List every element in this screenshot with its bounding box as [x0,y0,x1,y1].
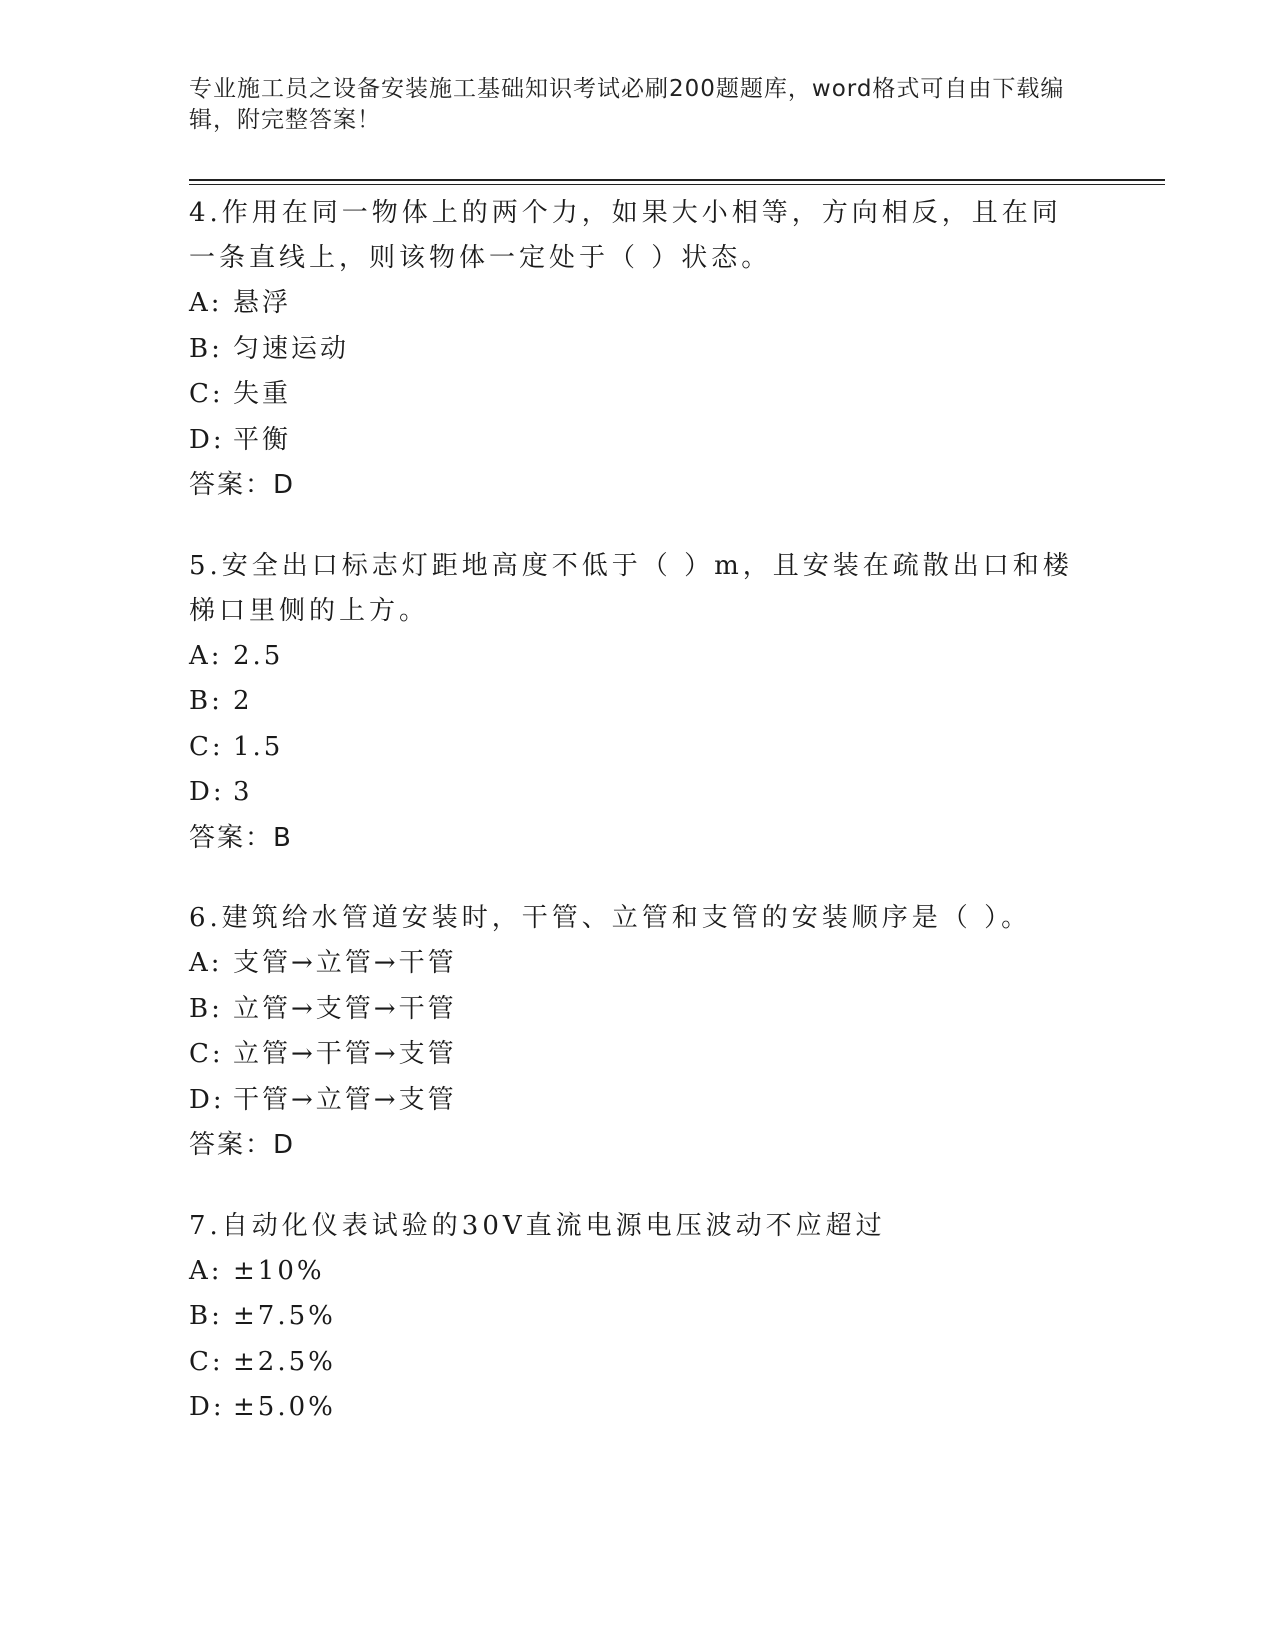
option-c [189,372,1089,418]
option-a [189,941,1089,987]
option-b [189,327,1089,373]
option-text: ±5.0% [233,1392,336,1422]
option-b [189,987,1089,1033]
option-d [189,1385,1089,1431]
header-divider-thin [189,184,1165,185]
option-a [189,634,1089,680]
option-text: 立管→支管→干管 [233,993,457,1024]
question-stem: 7.自动化仪表试验的30V直流电源电压波动不应超过 [189,1210,886,1241]
option-letter: D: [189,424,225,455]
option-text: 匀速运动 [233,333,350,364]
option-letter: A: [189,640,223,671]
option-c [189,725,1089,771]
answer-label: 答案：D [189,470,296,500]
option-letter: A: [189,288,223,318]
question-list [189,191,1089,1466]
option-b [189,1294,1089,1340]
option-letter: C: [189,731,224,762]
option-d [189,1078,1089,1124]
option-letter: D: [189,1084,225,1115]
question-stem: 6.建筑给水管道安装时，干管、立管和支管的安装顺序是（ ）。 [189,903,1032,933]
question-4 [189,191,1089,509]
option-letter: B: [189,1301,223,1331]
option-letter: C: [189,1346,224,1377]
option-text: 支管→立管→干管 [233,948,457,978]
option-letter: B: [189,333,223,364]
option-text: ±2.5% [233,1346,336,1377]
option-text: 平衡 [233,424,292,455]
question-6 [189,896,1089,1169]
option-c [189,1032,1089,1078]
document-header: 专业施工员之设备安装施工基础知识考试必刷200题题库，word格式可自由下载编辑，附完整答案！ [189,76,1065,133]
option-letter: B: [189,993,223,1024]
option-text: 干管→立管→支管 [233,1084,457,1115]
header-divider-thick [189,179,1165,181]
option-text: 立管→干管→支管 [233,1039,457,1069]
option-letter: C: [189,1039,224,1069]
option-text: 1.5 [233,731,284,762]
option-letter: A: [189,1255,223,1286]
option-text: ±7.5% [233,1301,336,1331]
option-text: ±10% [233,1255,325,1286]
option-letter: A: [189,948,223,978]
option-letter: C: [189,379,224,409]
option-text: 悬浮 [233,288,292,318]
option-text: 2.5 [233,640,284,671]
option-letter: D: [189,1392,225,1422]
option-text: 失重 [233,379,292,409]
question-stem: 4.作用在同一物体上的两个力，如果大小相等，方向相反，且在同一条直线上，则该物体一定处于（ ）状态。 [189,198,1062,273]
option-text: 3 [233,777,253,807]
option-text: 2 [233,686,253,716]
option-c [189,1340,1089,1386]
answer-label: 答案：D [189,1130,296,1160]
question-7 [189,1204,1089,1431]
option-letter: D: [189,777,225,807]
option-d [189,418,1089,464]
option-d [189,770,1089,816]
option-a [189,1249,1089,1295]
question-5 [189,544,1089,862]
option-a [189,281,1089,327]
option-letter: B: [189,686,223,716]
option-b [189,679,1089,725]
answer-label: 答案：B [189,822,293,853]
question-stem: 5.安全出口标志灯距地高度不低于（ ）m，且安装在疏散出口和楼梯口里侧的上方。 [189,550,1073,626]
